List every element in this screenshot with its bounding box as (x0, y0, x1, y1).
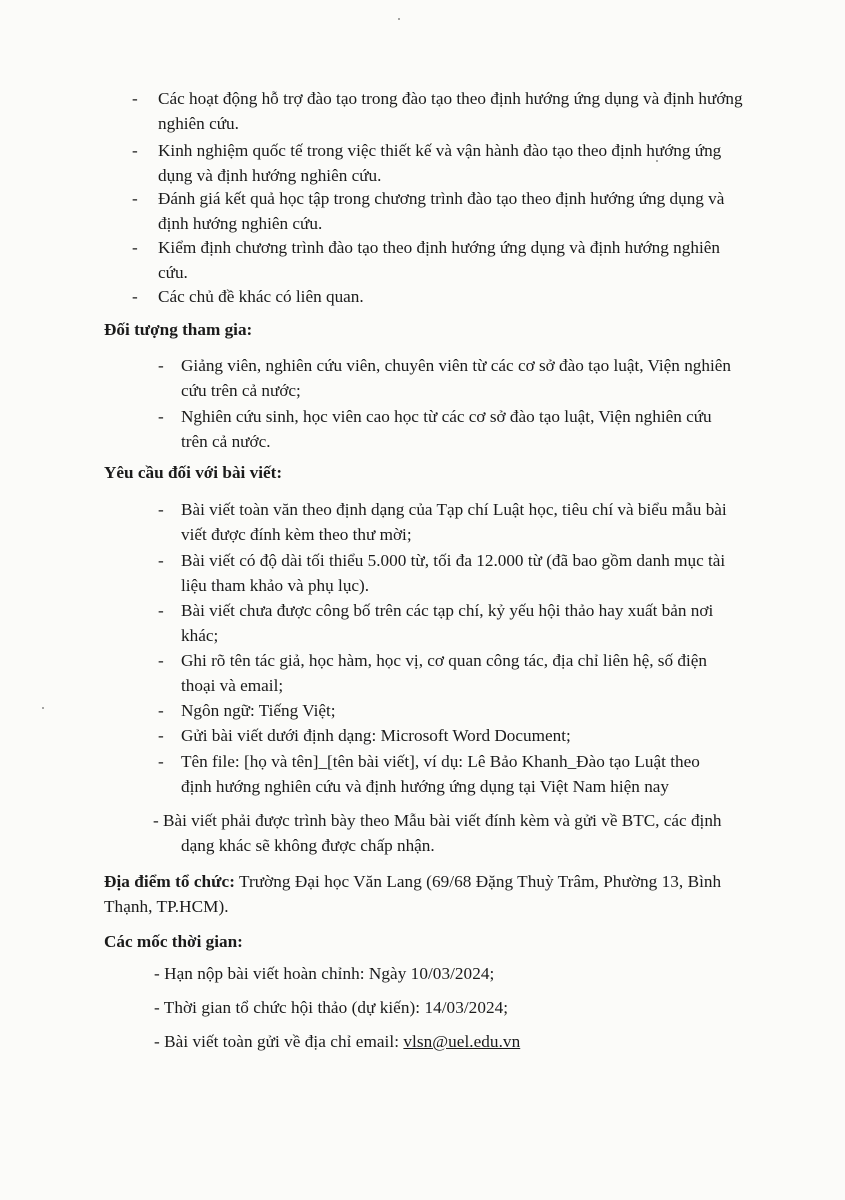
timeline-heading: Các mốc thời gian: (104, 932, 243, 951)
requirement-item: Bài viết có độ dài tối thiểu 5.000 từ, tối đa 12.000 từ (đã bao gồm danh mục tài liệu tham khảo và phụ lục). (181, 551, 726, 595)
topic-item: Kiểm định chương trình đào tạo theo định hướng ứng dụng và định hướng nghiên cứu. (158, 238, 720, 282)
bullet-dash: - (158, 356, 164, 375)
location-paragraph (104, 869, 790, 919)
event-date-line: - Thời gian tổ chức hội thảo (dự kiến): 14/03/2024; (154, 998, 509, 1017)
participants-heading: Đối tượng tham gia: (104, 320, 253, 339)
topic-item: Các hoạt động hỗ trợ đào tạo trong đào tạo theo định hướng ứng dụng và định hướng nghiên cứu. (158, 89, 743, 133)
bullet-dash: - (132, 141, 138, 160)
requirement-item: Ghi rõ tên tác giả, học hàm, học vị, cơ quan công tác, địa chỉ liên hệ, số điện thoại và email; (181, 651, 707, 695)
bullet-dash: - (158, 551, 164, 570)
email-link[interactable]: vlsn@uel.edu.vn (403, 1032, 521, 1051)
topic-item: Các chủ đề khác có liên quan. (158, 287, 364, 306)
requirement-item: Bài viết chưa được công bố trên các tạp chí, kỷ yếu hội thảo hay xuất bản nơi khác; (181, 601, 714, 645)
requirement-item: Bài viết toàn văn theo định dạng của Tạp chí Luật học, tiêu chí và biểu mẫu bài viết được đính kèm theo thư mời; (181, 500, 727, 544)
bullet-dash: - (132, 89, 138, 108)
requirement-note: - Bài viết phải được trình bày theo Mẫu bài viết đính kèm và gửi về BTC, các định dạng khác sẽ không được chấp nhận. (153, 811, 722, 855)
participant-item: Nghiên cứu sinh, học viên cao học từ các cơ sở đào tạo luật, Viện nghiên cứu trên cả nước. (181, 407, 712, 451)
location-text-2: Thạnh, TP.HCM). (104, 897, 229, 916)
bullet-dash: - (158, 726, 164, 745)
topic-item: Đánh giá kết quả học tập trong chương trình đào tạo theo định hướng ứng dụng và định hướng nghiên cứu. (158, 189, 725, 233)
location-text: Trường Đại học Văn Lang (69/68 Đặng Thuỳ Trâm, Phường 13, Bình (234, 872, 722, 891)
deadline-line: - Hạn nộp bài viết hoàn chỉnh: Ngày 10/03/2024; (154, 964, 495, 983)
bullet-dash: - (158, 407, 164, 426)
requirement-item: Tên file: [họ và tên]_[tên bài viết], ví dụ: Lê Bảo Khanh_Đào tạo Luật theo định hướng nghiên cứu và định hướng ứng dụng tại Việt Nam hiện nay (181, 752, 700, 796)
bullet-dash: - (158, 651, 164, 670)
scan-speck (42, 707, 44, 709)
scan-speck (656, 160, 658, 162)
requirement-item: Ngôn ngữ: Tiếng Việt; (181, 701, 336, 720)
requirements-heading: Yêu cầu đối với bài viết: (104, 463, 283, 482)
bullet-dash: - (132, 189, 138, 208)
scan-speck (398, 18, 400, 20)
location-label: Địa điểm tổ chức: (104, 872, 235, 891)
bullet-dash: - (158, 701, 164, 720)
requirement-item: Gửi bài viết dưới định dạng: Microsoft Word Document; (181, 726, 571, 745)
bullet-dash: - (132, 287, 138, 306)
bullet-dash: - (158, 500, 164, 519)
participant-item: Giảng viên, nghiên cứu viên, chuyên viên từ các cơ sở đào tạo luật, Viện nghiên cứu trên cả nước; (181, 356, 731, 400)
email-line: - Bài viết toàn gửi về địa chỉ email: vlsn@uel.edu.vn (154, 1032, 521, 1051)
bullet-dash: - (132, 238, 138, 257)
bullet-dash: - (158, 752, 164, 771)
topic-item: Kinh nghiệm quốc tế trong việc thiết kế và vận hành đào tạo theo định hướng ứng dụng và định hướng nghiên cứu. (158, 141, 722, 185)
bullet-dash: - (158, 601, 164, 620)
